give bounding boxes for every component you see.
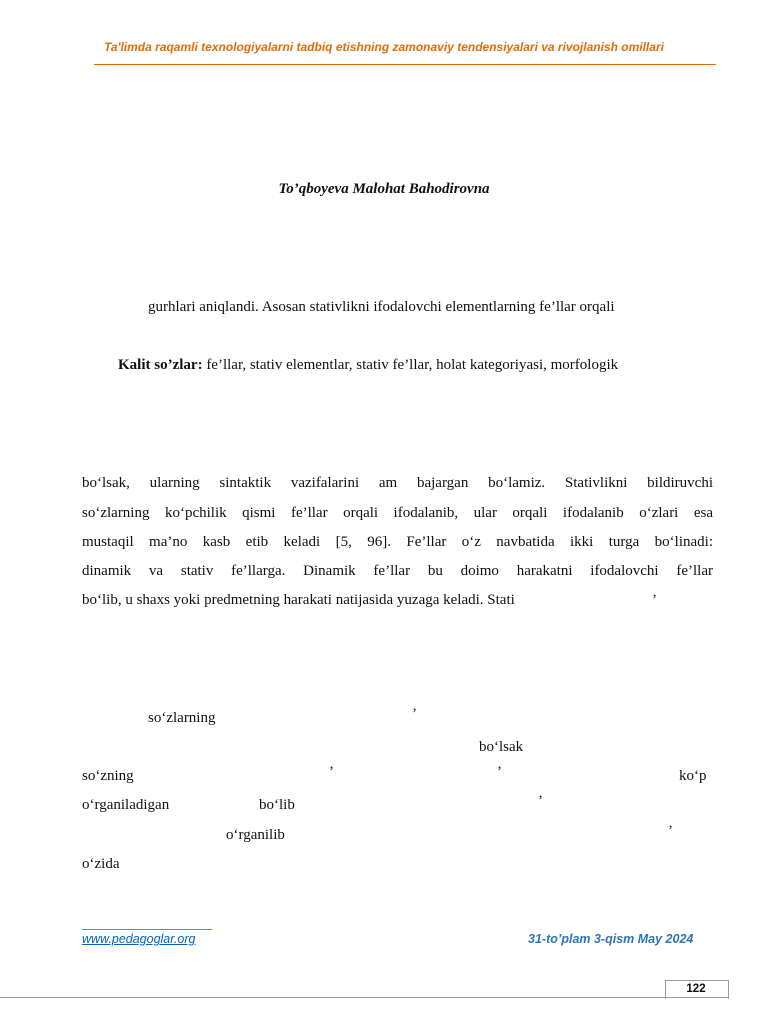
fragment-word: so‘zning: [82, 768, 134, 784]
page-number: 122: [686, 983, 706, 995]
author-name: To’qboyeva Malohat Bahodirovna: [278, 181, 490, 197]
paragraph-line-5: bo‘lib, u shaxs yoki predmetning harakati natijasida yuzaga keladi. Stati: [82, 592, 515, 608]
footer-issue-info: 31-to’plam 3-qism May 2024: [528, 932, 694, 946]
footer-website-link[interactable]: www.pedagoglar.org: [82, 932, 196, 946]
keywords-line: [118, 357, 618, 374]
footer-divider: [82, 929, 212, 930]
fragment-word: ko‘p: [679, 768, 707, 784]
page-bottom-rule: [0, 997, 728, 998]
fragment-mark: ’: [668, 823, 673, 839]
fragment-word: bo‘lib: [259, 797, 295, 813]
running-header-title: Ta'limda raqamli texnologiyalarni tadbiq etishning zamonaviy tendensiyalari va rivojlanish omillari: [104, 40, 664, 54]
fragment-mark: ’: [412, 706, 417, 722]
fragment-word: bo‘lsak: [479, 739, 524, 755]
paragraph-trailing-mark: ’: [652, 592, 657, 608]
header-divider: [94, 64, 716, 65]
abstract-line: gurhlari aniqlandi. Asosan stativlikni ifodalovchi elementlarning fe’llar orqali: [148, 299, 615, 315]
fragment-mark: ’: [497, 764, 502, 780]
paragraph-line-4: dinamik va stativ fe’llarga. Dinamik fe’llar bu doimo harakatni ifodalovchi fe’llar: [82, 563, 713, 579]
fragment-word: so‘zlarning: [148, 710, 216, 726]
paragraph-line-3: mustaqil ma’no kasb etib keladi [5, 96]. Fe’llar o‘z navbatida ikki turga bo‘linadi:: [82, 534, 713, 550]
keywords-text: fe’llar, stativ elementlar, stativ fe’llar, holat kategoriyasi, morfologik: [206, 357, 619, 373]
fragment-word: o‘rganiladigan: [82, 797, 170, 813]
fragment-word: o‘zida: [82, 856, 120, 872]
fragment-word: o‘rganilib: [226, 827, 285, 843]
keywords-label: Kalit so’zlar:: [118, 357, 203, 373]
fragment-mark: ’: [538, 793, 543, 809]
paragraph-line-2: so‘zlarning ko‘pchilik qismi fe’llar orqali ifodalanib, ular orqali ifodalanib o‘zlari esa: [82, 505, 713, 521]
paragraph-line-1: bo‘lsak, ularning sintaktik vazifalarini am bajargan bo‘lamiz. Stativlikni bildiruvchi: [82, 475, 713, 491]
fragment-mark: ’: [329, 764, 334, 780]
